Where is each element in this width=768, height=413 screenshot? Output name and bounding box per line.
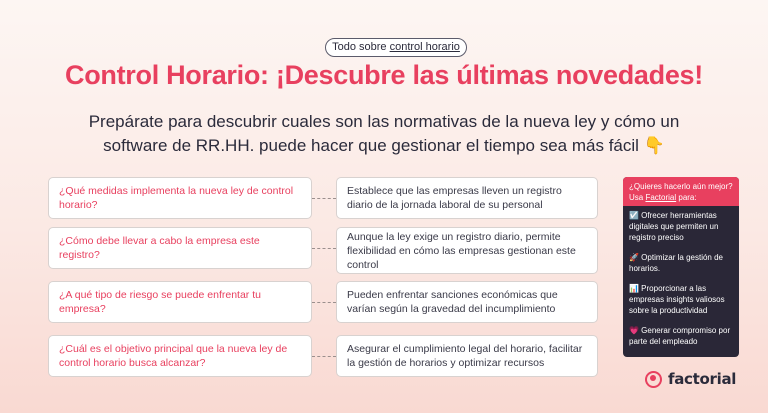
- faq-answer-4: Asegurar el cumplimiento legal del horario, facilitar la gestión de horarios y optimizar recursos: [336, 335, 598, 377]
- promo-heading: [623, 177, 739, 206]
- faq-answer-1: Establece que las empresas lleven un registro diario de la jornada laboral de su personal: [336, 177, 598, 219]
- page-title: Control Horario: ¡Descubre las últimas novedades!: [65, 60, 703, 90]
- promo-sidebar: [623, 177, 739, 357]
- faq-connector-1: [312, 198, 336, 199]
- faq-answer-3: Pueden enfrentar sanciones económicas que varían según la gravedad del incumplimiento: [336, 281, 598, 323]
- faq-connector-4: [312, 356, 336, 357]
- promo-item-4: 💗 Generar compromiso por parte del empleado: [629, 326, 731, 346]
- promo-item-2: 🚀 Optimizar la gestión de horarios.: [629, 253, 723, 273]
- page-subtitle: Prepárate para descubrir cuales son las normativas de la nueva ley y cómo un software de RR.HH. puede hacer que gestionar el tiempo sea más fácil 👇: [88, 112, 680, 155]
- promo-item-1: ☑️ Ofrecer herramientas digitales que permiten un registro preciso: [629, 211, 719, 242]
- promo-brand-link[interactable]: Factorial: [645, 193, 677, 202]
- faq-question-4: ¿Cuál es el objetivo principal que la nueva ley de control horario busca alcanzar?: [48, 335, 312, 377]
- promo-item-3: 📊 Proporcionar a las empresas insights valiosos sobre la productividad: [629, 284, 725, 315]
- topic-tag[interactable]: [325, 38, 467, 57]
- faq-answer-2: Aunque la ley exige un registro diario, permite flexibilidad en cómo las empresas gestionan este control: [336, 227, 598, 274]
- factorial-logo-text: factorial: [668, 370, 737, 388]
- promo-heading-prefix: ¿Quieres hacerlo aún mejor? Usa: [629, 182, 733, 202]
- topic-tag-link[interactable]: control horario: [389, 41, 460, 53]
- promo-list: [623, 206, 739, 357]
- topic-tag-prefix: Todo sobre: [332, 41, 390, 53]
- faq-connector-2: [312, 248, 336, 249]
- faq-question-3: ¿A qué tipo de riesgo se puede enfrentar tu empresa?: [48, 281, 312, 323]
- faq-question-2: ¿Cómo debe llevar a cabo la empresa este registro?: [48, 227, 312, 269]
- factorial-logo[interactable]: [645, 367, 736, 391]
- factorial-logo-icon: [645, 371, 662, 388]
- faq-connector-3: [312, 302, 336, 303]
- faq-question-1: ¿Qué medidas implementa la nueva ley de control horario?: [48, 177, 312, 219]
- promo-heading-suffix: para:: [676, 193, 697, 202]
